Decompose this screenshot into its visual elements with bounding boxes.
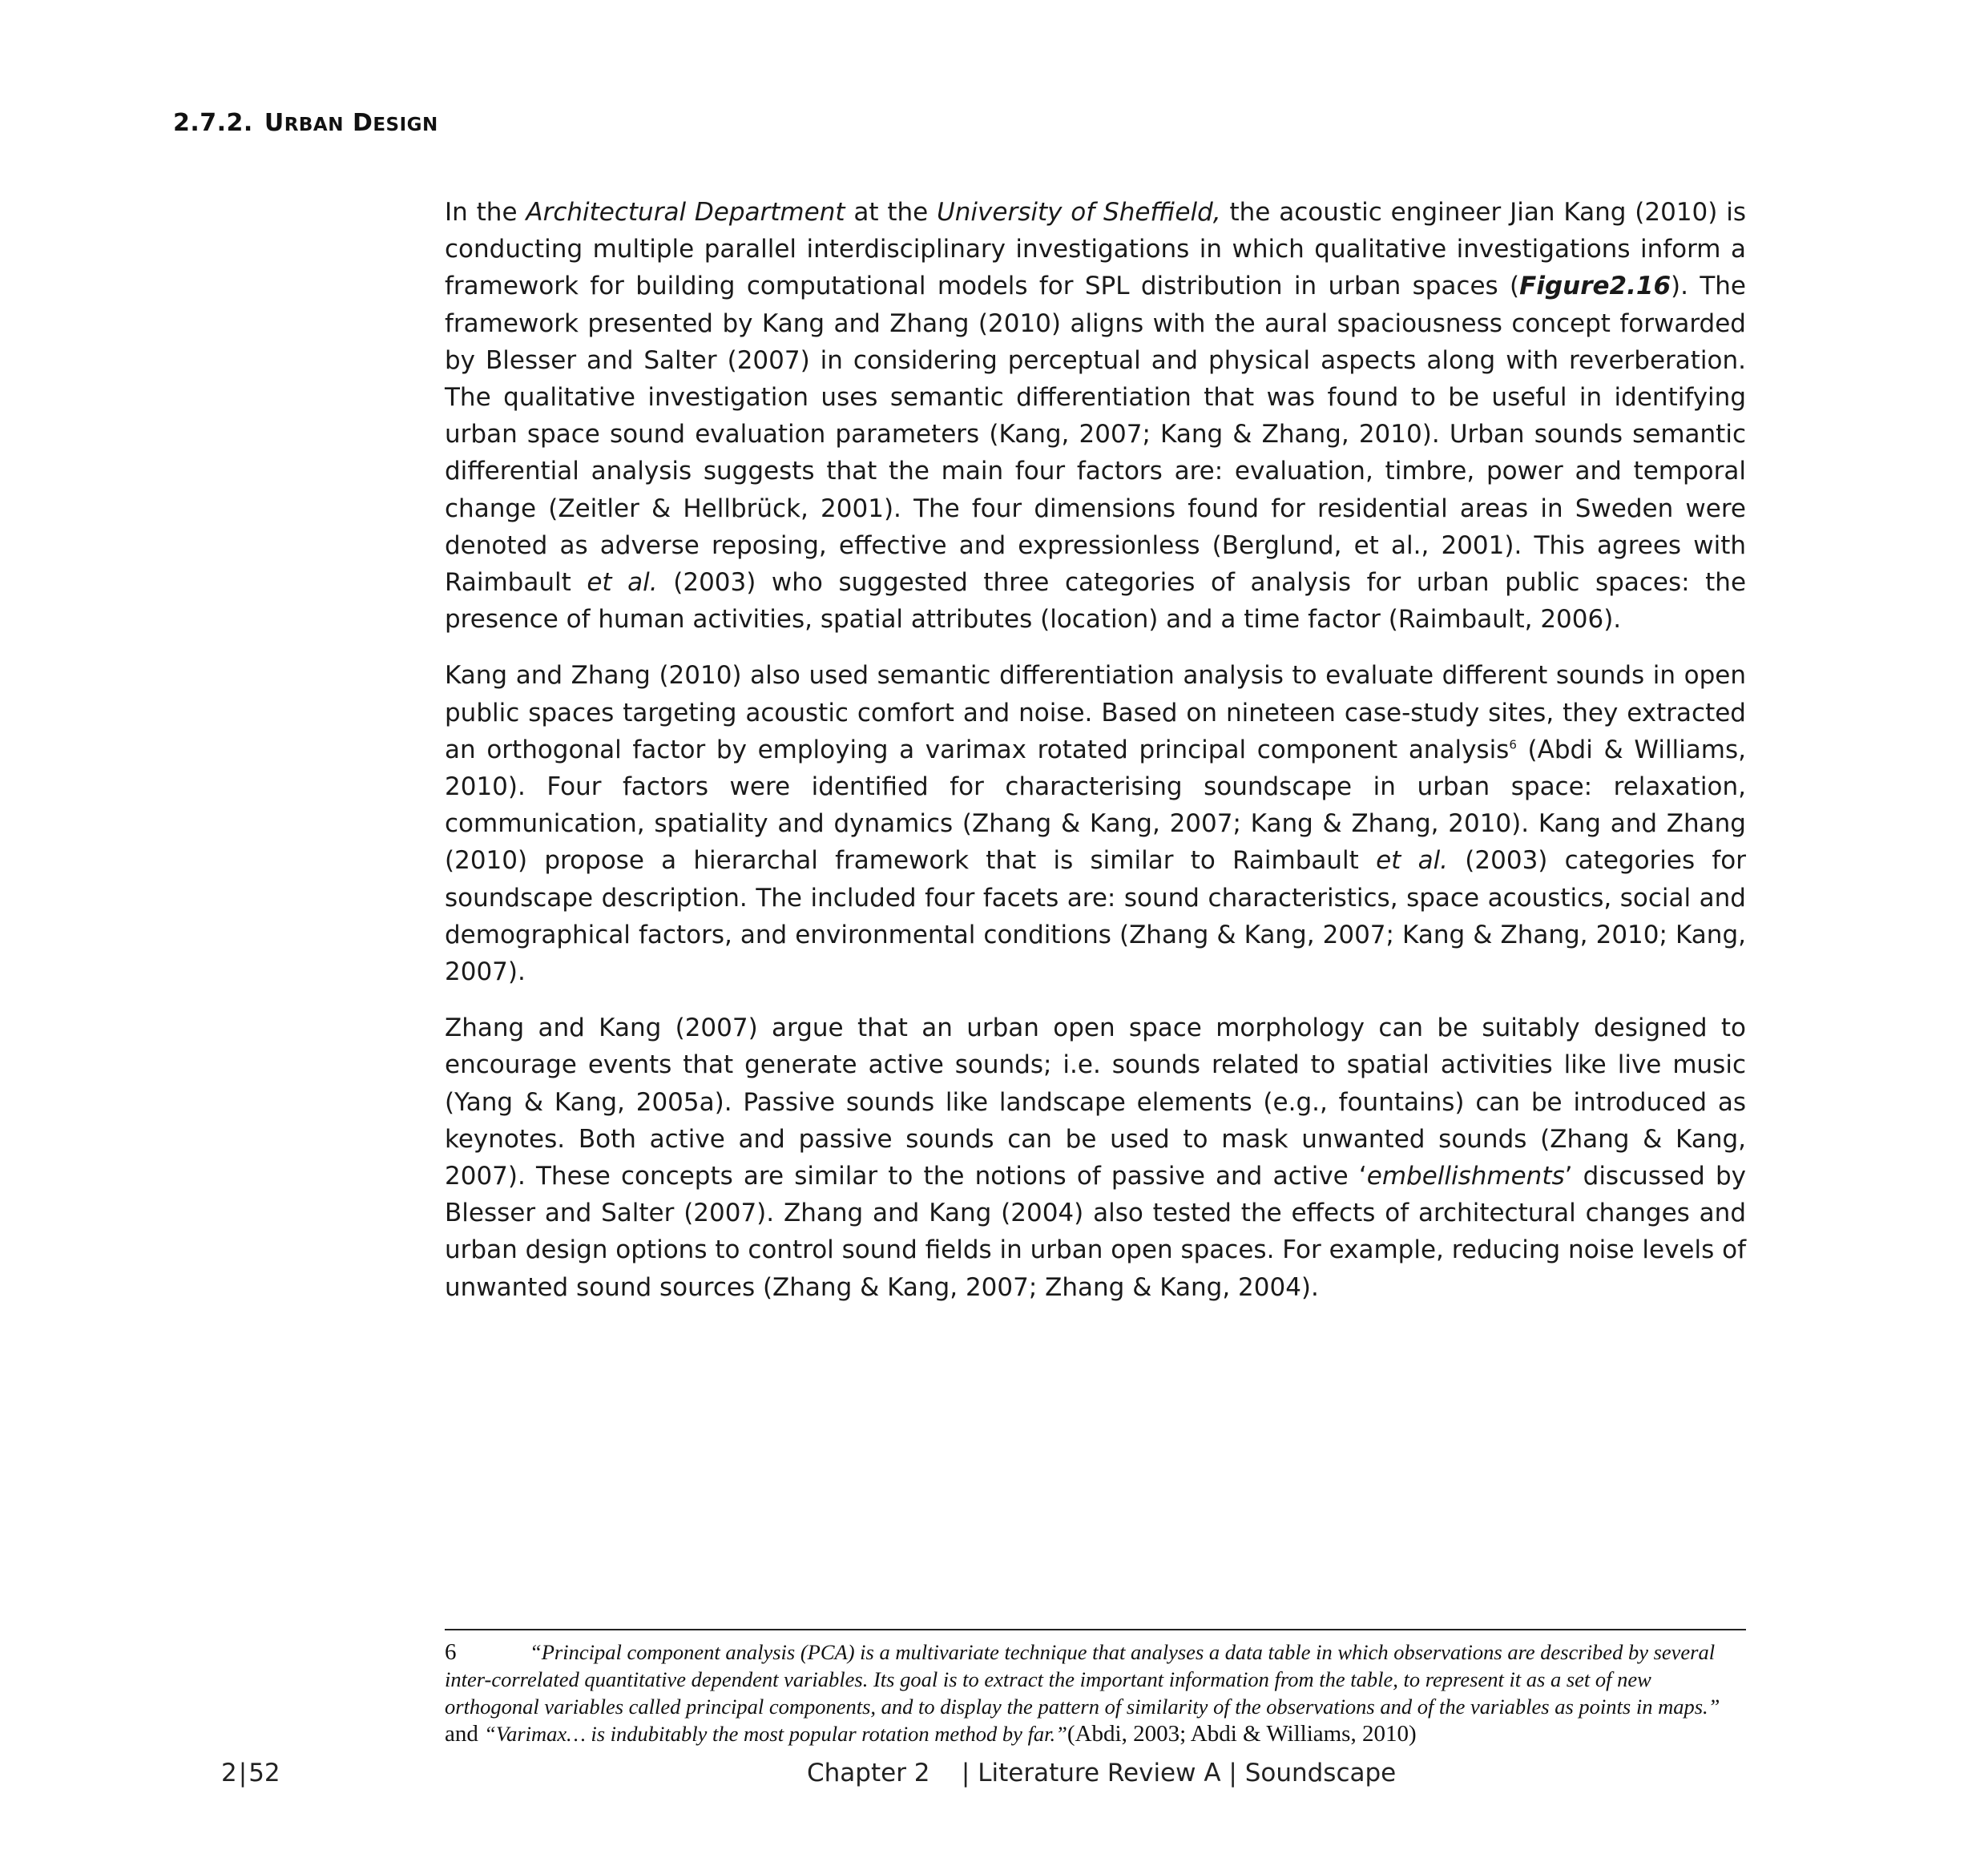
footnote-citation: (Abdi, 2003; Abdi & Williams, 2010): [1067, 1721, 1417, 1747]
page-number-value: 52: [248, 1759, 280, 1787]
italic-text: et al.: [587, 568, 658, 598]
italic-text: et al.: [1376, 846, 1449, 876]
text-run: Zhang and Kang (2007) argue that an urban open space morphology can be suitably designed to encourage events that generate active sounds; i.e. sounds related to spatial activities like live music (Yang & Kang, 2005a). Passive sounds like landscape elements (e.g., fountains) can be introduced as keynotes. Both active and passive sounds can be used to mask unwanted sounds (Zhang & Kang, 2007). These concepts are similar to the notions of passive and active ‘: [445, 1014, 1746, 1191]
italic-text: University of Sheffield,: [937, 198, 1221, 227]
text-run: (2003) categories for soundscape description. The included four facets are: sound characteristics, space acoustics, social and demographical factors, and environmental conditions (Zhang & Kang, 2007; Kang & Zhang, 2010; Kang, 2007).: [445, 846, 1747, 987]
text-run: (2003) who suggested three categories of analysis for urban public spaces: the presence of human activities, spatial attributes (location) and a time factor (Raimbault, 2006).: [445, 568, 1747, 635]
text-run: the acoustic engineer Jian Kang (2010) is conducting multiple parallel interdisciplinary investigations in which qualitative investigations inform a framework for building computational models for SPL distribution in urban spaces (: [445, 198, 1746, 301]
page-number: [221, 1759, 280, 1787]
footnote-connector: and: [445, 1721, 485, 1747]
footnote: [445, 1638, 1746, 1747]
italic-text: embellishments: [1366, 1162, 1565, 1191]
text-run: In the: [445, 198, 526, 227]
text-run: at the: [845, 198, 938, 227]
text-run: (Abdi & Williams, 2010). Four factors were identified for characterising soundscape in urban space: relaxation, communication, spatiality and dynamics (Zhang & Kang, 2007; Kang & Zhang, 2010). Kang and Zhang (2010) propose a hierarchal framework that is similar to Raimbault: [445, 735, 1746, 876]
section-number: 2.7.2.: [173, 109, 253, 137]
paragraph: [445, 1010, 1746, 1306]
running-footer: Chapter 2 | Literature Review A | Soundscape: [807, 1759, 1397, 1787]
footnote-divider: [445, 1629, 1746, 1630]
text-run: Kang and Zhang (2010) also used semantic differentiation analysis to evaluate different sounds in open public spaces targeting acoustic comfort and noise. Based on nineteen case-study sites, they extracted an orthogonal factor by employing a varimax rotated principal component analysis: [445, 661, 1746, 764]
paragraph: [445, 657, 1746, 990]
footnote-quote-varimax: “Varimax… is indubitably the most popular rotation method by far.”: [484, 1722, 1067, 1746]
footnote-quote-pca: “Principal component analysis (PCA) is a multivariate technique that analyses a data table in which observations are described by several inter-correlated quantitative dependent variables. Its goal is to extract the important information from the table, to represent it as a set of new orthogonal variables called principal components, and to display the pattern of similarity of the observations and of the variables as points in maps.”: [445, 1640, 1720, 1719]
text-run: ’ discussed by Blesser and Salter (2007). Zhang and Kang (2004) also tested the effects of architectural changes and urban design options to control sound fields in urban open spaces. For example, reducing noise levels of unwanted sound sources (Zhang & Kang, 2007; Zhang & Kang, 2004).: [445, 1162, 1746, 1302]
section-title: URBAN DESIGN: [264, 109, 438, 137]
text-run: ). The framework presented by Kang and Zhang (2010) aligns with the aural spaciousness concept forwarded by Blesser and Salter (2007) in considering perceptual and physical aspects along with reverberation. The qualitative investigation uses semantic differentiation that was found to be useful in identifying urban space sound evaluation parameters (Kang, 2007; Kang & Zhang, 2010). Urban sounds semantic differential analysis suggests that the main four factors are: evaluation, timbre, power and temporal change (Zeitler & Hellbrück, 2001). The four dimensions found for residential areas in Sweden were denoted as adverse reposing, effective and expressionless (Berglund, et al., 2001). This agrees with Raimbault: [445, 272, 1746, 598]
body-text: [445, 194, 1746, 1325]
italic-text: Architectural Department: [526, 198, 845, 227]
page-number-separator: |: [238, 1759, 248, 1787]
chapter-number: 2: [221, 1759, 237, 1787]
paragraph: [445, 194, 1746, 638]
footnote-number: 6: [445, 1639, 457, 1665]
figure-reference: Figure2.16: [1519, 272, 1671, 301]
section-heading: [173, 109, 438, 137]
footnote-marker: 6: [1509, 737, 1517, 752]
